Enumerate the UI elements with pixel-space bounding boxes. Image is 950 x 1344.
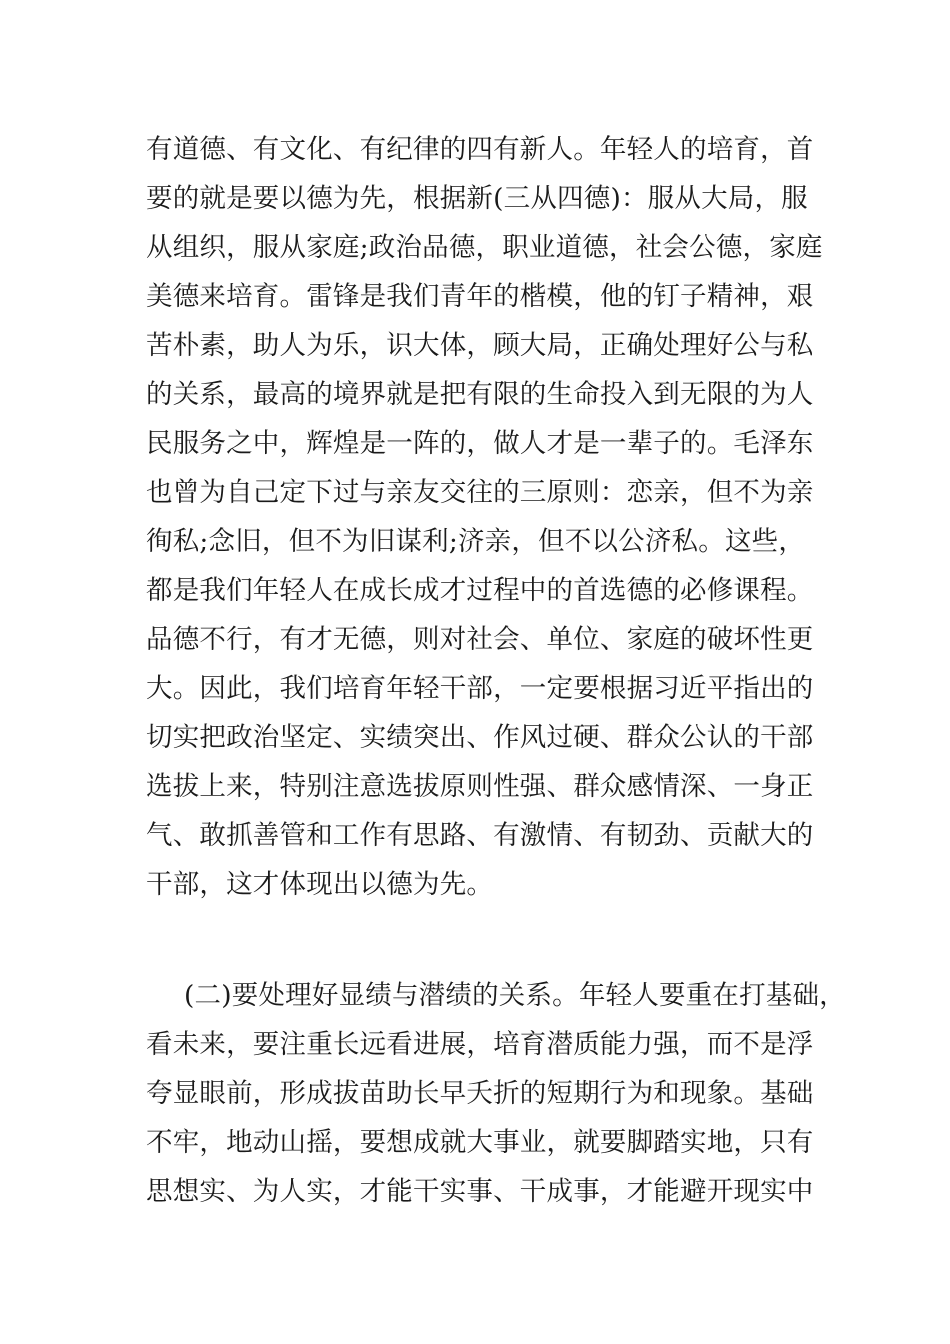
text-line: 徇私;念旧，但不为旧谋利;济亲，但不以公济私。这些， bbox=[146, 526, 806, 557]
text-line: 切实把政治坚定、实绩突出、作风过硬、群众公认的干部 bbox=[146, 722, 814, 753]
text-line: 从组织，服从家庭;政治品德，职业道德，社会公德，家庭 bbox=[146, 232, 823, 263]
text-line: 夸显眼前，形成拔苗助长早夭折的短期行为和现象。基础 bbox=[146, 1078, 814, 1109]
text-line: 干部，这才体现出以德为先。 bbox=[146, 869, 494, 900]
text-line: 也曾为自己定下过与亲友交往的三原则：恋亲，但不为亲 bbox=[146, 477, 814, 508]
text-line: 思想实、为人实，才能干实事、干成事，才能避开现实中 bbox=[146, 1176, 814, 1207]
text-line: 苦朴素，助人为乐，识大体，顾大局，正确处理好公与私 bbox=[146, 330, 814, 361]
text-line: 有道德、有文化、有纪律的四有新人。年轻人的培育，首 bbox=[146, 134, 814, 165]
text-line: 都是我们年轻人在成长成才过程中的首选德的必修课程。 bbox=[146, 575, 814, 606]
text-line: 的关系，最高的境界就是把有限的生命投入到无限的为人 bbox=[146, 379, 814, 410]
text-line: (二)要处理好显绩与潜绩的关系。年轻人要重在打基础， bbox=[184, 980, 846, 1011]
text-line: 民服务之中，辉煌是一阵的，做人才是一辈子的。毛泽东 bbox=[146, 428, 814, 459]
text-line: 美德来培育。雷锋是我们青年的楷模，他的钉子精神，艰 bbox=[146, 281, 814, 312]
text-line: 气、敢抓善管和工作有思路、有激情、有韧劲、贡献大的 bbox=[146, 820, 814, 851]
text-line: 看未来，要注重长远看进展，培育潜质能力强，而不是浮 bbox=[146, 1029, 814, 1060]
text-line: 选拔上来，特别注意选拔原则性强、群众感情深、一身正 bbox=[146, 771, 814, 802]
text-line: 不牢，地动山摇，要想成就大事业，就要脚踏实地，只有 bbox=[146, 1127, 814, 1158]
text-line: 要的就是要以德为先，根据新(三从四德)：服从大局，服 bbox=[146, 183, 808, 214]
text-line: 大。因此，我们培育年轻干部，一定要根据习近平指出的 bbox=[146, 673, 814, 704]
text-line: 品德不行，有才无德，则对社会、单位、家庭的破坏性更 bbox=[146, 624, 814, 655]
